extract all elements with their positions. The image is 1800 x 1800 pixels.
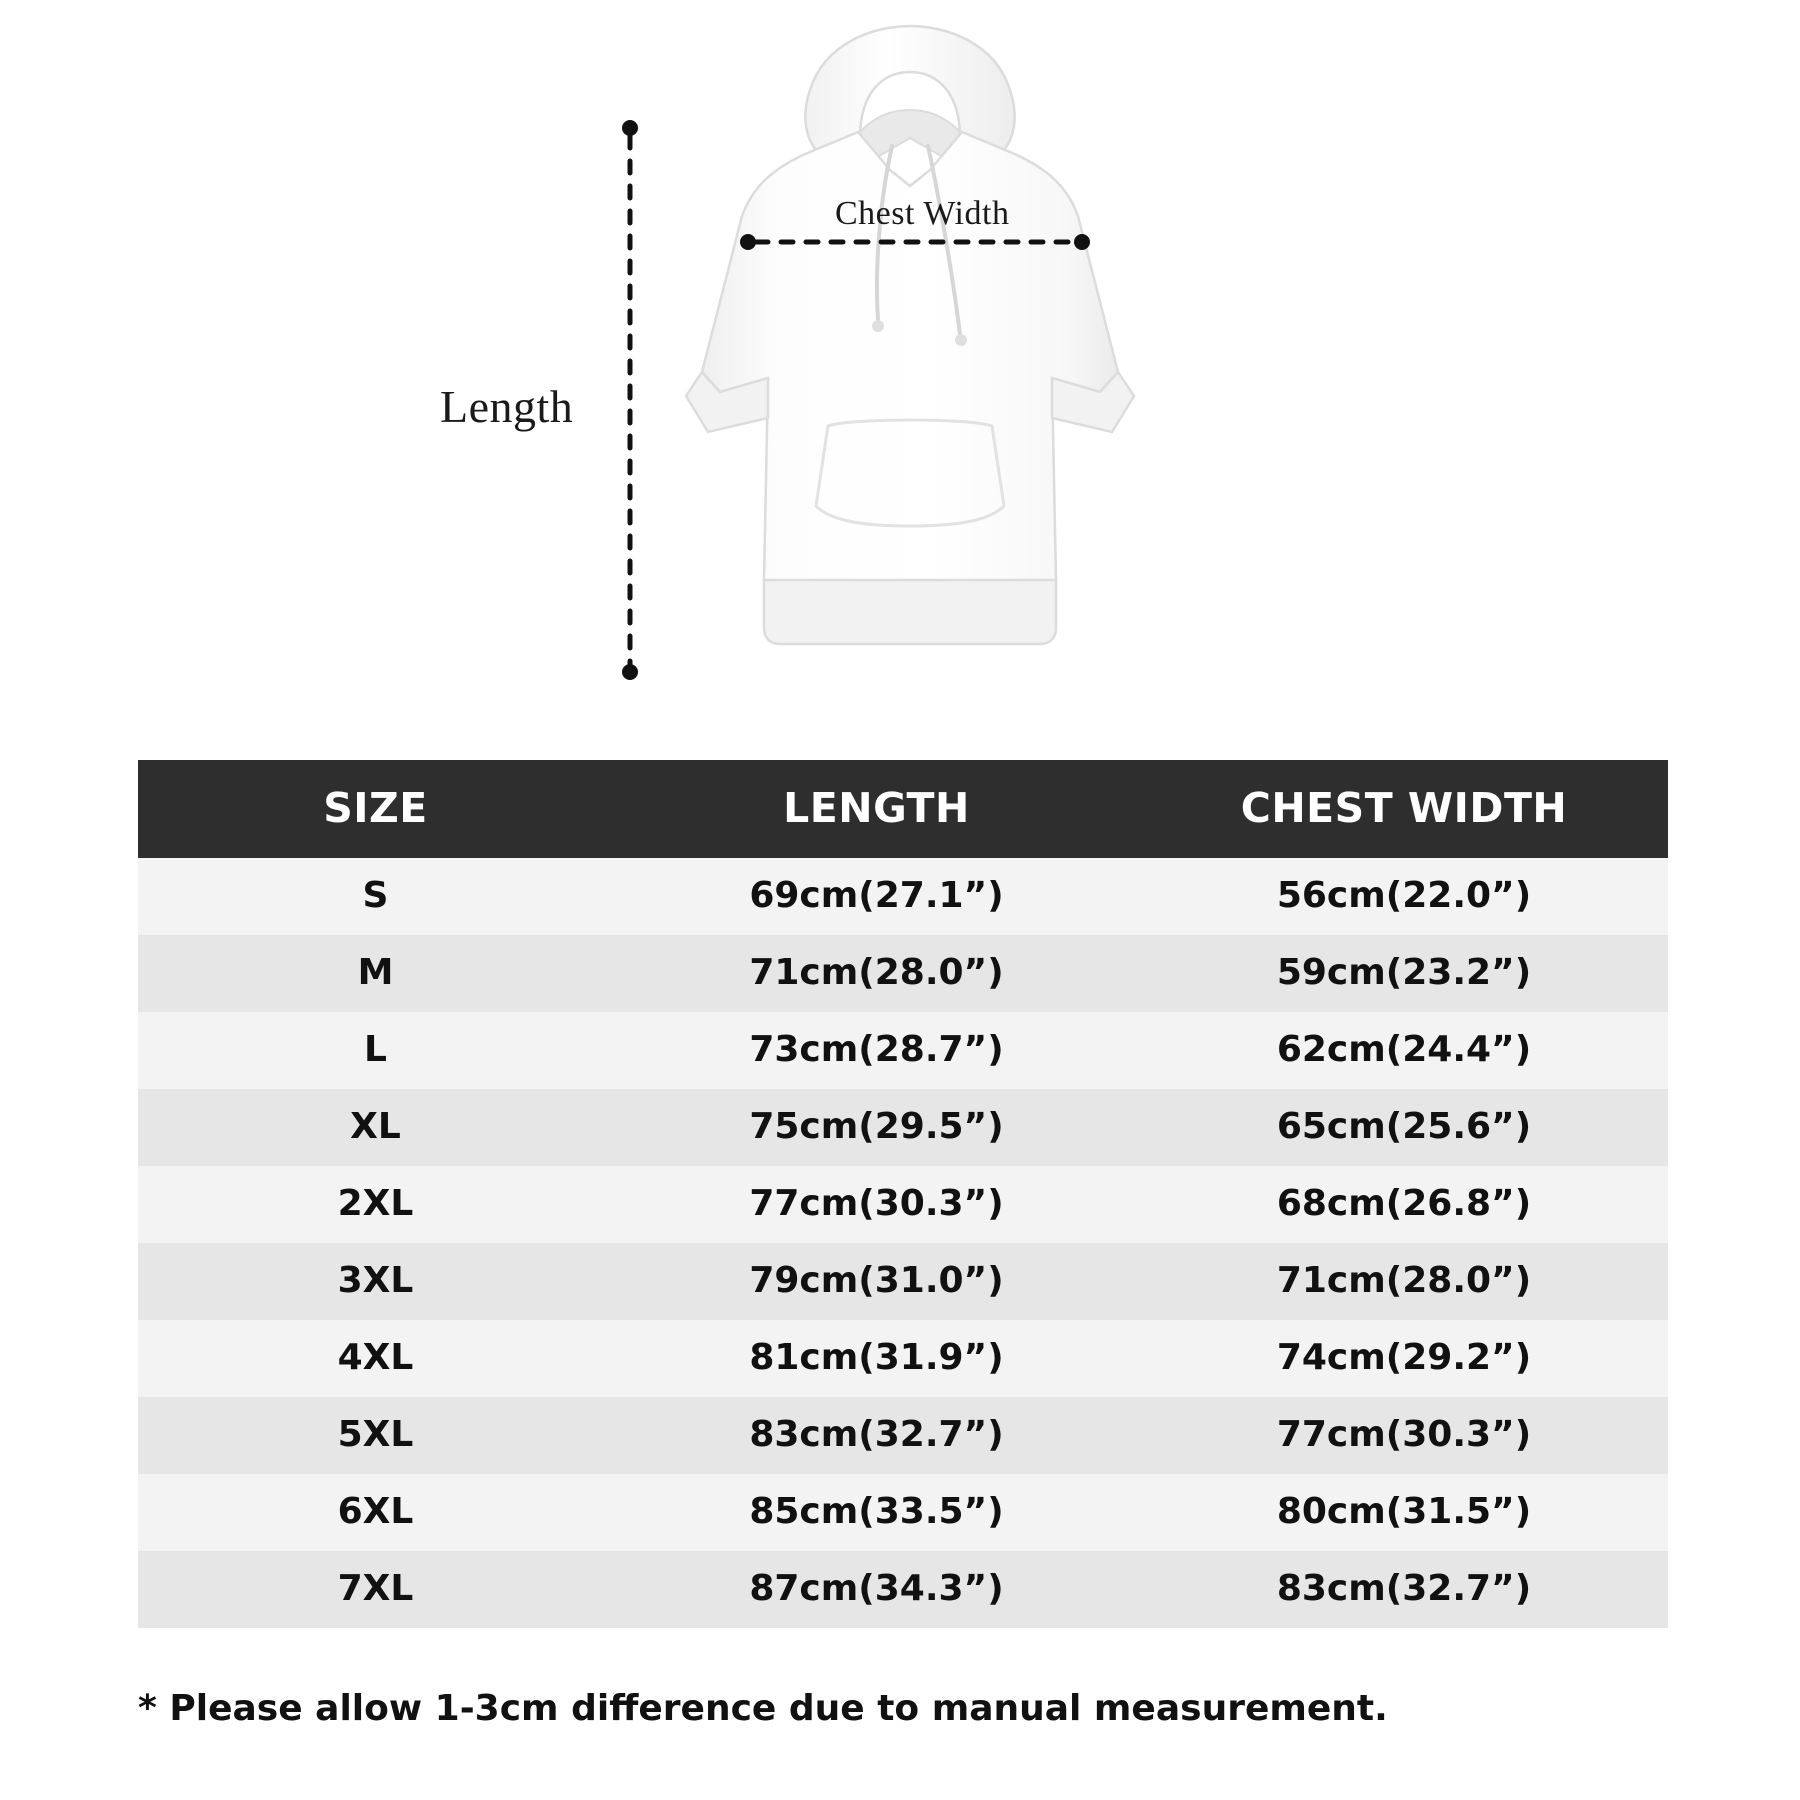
table-row [138, 1089, 1668, 1166]
cell-size: M [357, 952, 394, 993]
cell-size: 5XL [337, 1414, 414, 1455]
hoodie-illustration [660, 20, 1160, 720]
cell-size: 4XL [337, 1337, 414, 1378]
cell-length: 77cm(30.3”) [749, 1183, 1004, 1224]
cell-chest: 80cm(31.5”) [1276, 1491, 1532, 1532]
table-row [138, 1551, 1668, 1628]
cell-chest: 83cm(32.7”) [1276, 1568, 1532, 1609]
cell-length: 71cm(28.0”) [749, 952, 1004, 993]
length-label: Length [440, 381, 574, 432]
cell-chest: 74cm(29.2”) [1276, 1337, 1532, 1378]
cell-length: 79cm(31.0”) [749, 1260, 1004, 1301]
cell-length: 73cm(28.7”) [749, 1029, 1004, 1070]
measurement-footnote: * Please allow 1-3cm difference due to manual measurement. [138, 1688, 1388, 1729]
cell-length: 81cm(31.9”) [749, 1337, 1004, 1378]
size-table [138, 760, 1668, 1628]
chest-width-label: Chest Width [835, 195, 1010, 232]
measurement-diagram [0, 0, 1800, 760]
size-table-container [138, 760, 1668, 1628]
length-dimension-arrow [590, 120, 710, 680]
cell-chest: 77cm(30.3”) [1276, 1414, 1532, 1455]
cell-length: 87cm(34.3”) [749, 1568, 1004, 1609]
cell-length: 69cm(27.1”) [749, 875, 1004, 916]
cell-size: 3XL [337, 1260, 414, 1301]
table-row [138, 1320, 1668, 1397]
cell-size: XL [350, 1106, 401, 1147]
cell-chest: 62cm(24.4”) [1276, 1029, 1532, 1070]
table-row [138, 1397, 1668, 1474]
header-size: SIZE [138, 760, 613, 858]
table-row [138, 1243, 1668, 1320]
table-row [138, 1166, 1668, 1243]
table-row [138, 858, 1668, 935]
table-row [138, 1012, 1668, 1089]
cell-chest: 71cm(28.0”) [1276, 1260, 1532, 1301]
cell-size: 6XL [337, 1491, 414, 1532]
cell-chest: 56cm(22.0”) [1276, 875, 1532, 916]
cell-size: S [362, 875, 389, 916]
table-row [138, 935, 1668, 1012]
cell-chest: 68cm(26.8”) [1276, 1183, 1532, 1224]
cell-length: 83cm(32.7”) [749, 1414, 1004, 1455]
table-header-row [138, 760, 1668, 858]
cell-chest: 59cm(23.2”) [1276, 952, 1532, 993]
header-length: LENGTH [613, 760, 1140, 858]
cell-length: 85cm(33.5”) [749, 1491, 1004, 1532]
cell-size: L [364, 1029, 387, 1070]
cell-length: 75cm(29.5”) [749, 1106, 1004, 1147]
table-row [138, 1474, 1668, 1551]
cell-size: 7XL [337, 1568, 414, 1609]
header-chest: CHEST WIDTH [1140, 760, 1668, 858]
cell-chest: 65cm(25.6”) [1276, 1106, 1532, 1147]
cell-size: 2XL [337, 1183, 414, 1224]
